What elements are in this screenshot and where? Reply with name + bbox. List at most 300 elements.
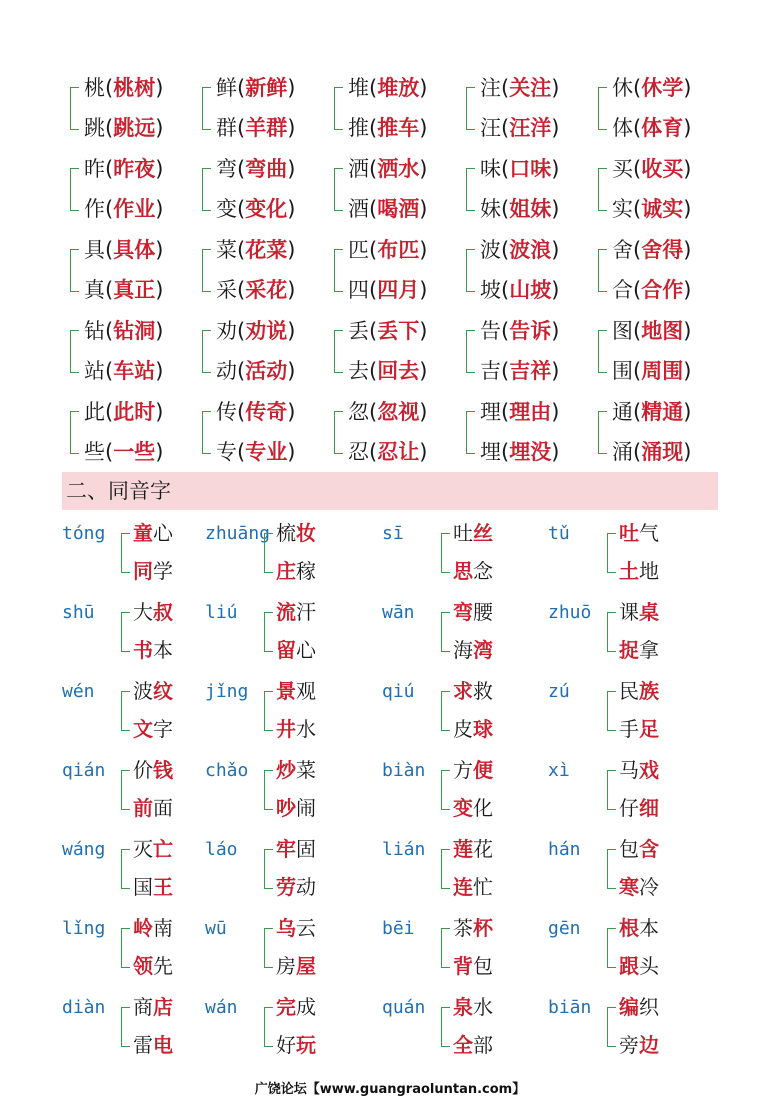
character: 妹: [480, 197, 501, 221]
paren-close: ): [419, 238, 428, 262]
paren-close: ): [419, 359, 428, 383]
companion-character: 学: [153, 559, 173, 583]
bracket-connector: [466, 249, 475, 292]
paren-close: ): [287, 359, 296, 383]
paren-close: ): [551, 440, 560, 464]
example-word: 诚实: [641, 197, 684, 221]
target-character: 屋: [296, 954, 316, 978]
paren-open: (: [105, 76, 114, 100]
example-word: 桃树: [113, 76, 156, 100]
companion-character: 民: [619, 679, 639, 703]
char-entry: [84, 75, 163, 101]
char-entry: [612, 156, 691, 182]
homophone-group: [205, 828, 370, 907]
target-character: 完: [276, 995, 296, 1019]
example-word: 合作: [641, 278, 684, 302]
target-character: 泉: [453, 995, 473, 1019]
bracket-connector: [334, 249, 343, 292]
homophone-group: [382, 828, 547, 907]
bracket-connector: [441, 849, 450, 889]
homophone-word: [619, 638, 659, 662]
char-entry: [348, 156, 427, 182]
target-character: 流: [276, 600, 296, 624]
target-character: 乌: [276, 916, 296, 940]
char-entry: [84, 277, 163, 303]
bracket-connector: [466, 168, 475, 211]
char-pair: [202, 147, 334, 229]
char-pair: [202, 309, 334, 391]
example-word: 理由: [509, 400, 552, 424]
target-character: 湾: [473, 638, 493, 662]
target-character: 细: [639, 796, 659, 820]
homophone-group: [205, 907, 370, 986]
paren-open: (: [237, 359, 246, 383]
homophone-word: [133, 1033, 173, 1057]
homophone-group: [382, 670, 547, 749]
paren-open: (: [237, 440, 246, 464]
companion-character: 灭: [133, 837, 153, 861]
homophone-word: [619, 796, 659, 820]
pinyin-label: zhuō: [548, 602, 592, 623]
companion-character: 菜: [296, 758, 316, 782]
char-entry: [612, 75, 691, 101]
paren-close: ): [551, 278, 560, 302]
pinyin-label: xì: [548, 760, 570, 781]
paren-close: ): [551, 76, 560, 100]
paren-close: ): [287, 116, 296, 140]
target-character: 玩: [296, 1033, 316, 1057]
example-word: 弯曲: [245, 157, 288, 181]
character: 埋: [480, 440, 501, 464]
bracket-connector: [70, 411, 79, 454]
bracket-connector: [441, 928, 450, 968]
paren-close: ): [683, 238, 692, 262]
target-character: 连: [453, 875, 473, 899]
target-character: 根: [619, 916, 639, 940]
bracket-connector: [441, 533, 450, 573]
companion-character: 海: [453, 638, 473, 662]
example-word: 四月: [377, 278, 420, 302]
paren-close: ): [419, 400, 428, 424]
homophone-word: [453, 837, 493, 861]
target-character: 井: [276, 717, 296, 741]
paren-open: (: [633, 359, 642, 383]
character: 舍: [612, 238, 633, 262]
example-word: 波浪: [509, 238, 552, 262]
paren-open: (: [105, 400, 114, 424]
pinyin-label: hán: [548, 839, 581, 860]
character: 洒: [348, 157, 369, 181]
example-word: 专业: [245, 440, 288, 464]
char-entry: [480, 115, 559, 141]
companion-character: 本: [639, 916, 659, 940]
paren-open: (: [105, 440, 114, 464]
example-word: 昨夜: [113, 157, 156, 181]
companion-character: 云: [296, 916, 316, 940]
homophone-group: [548, 591, 713, 670]
char-entry: [84, 156, 163, 182]
example-word: 汪洋: [509, 116, 552, 140]
companion-character: 闹: [296, 796, 316, 820]
companion-character: 心: [153, 521, 173, 545]
homophone-word: [133, 796, 173, 820]
target-character: 同: [133, 559, 153, 583]
target-character: 电: [153, 1033, 173, 1057]
homophone-word: [133, 875, 173, 899]
character: 忍: [348, 440, 369, 464]
character: 酒: [348, 197, 369, 221]
target-character: 思: [453, 559, 473, 583]
paren-open: (: [237, 319, 246, 343]
bracket-connector: [121, 612, 130, 652]
bracket-connector: [264, 1007, 273, 1047]
bracket-connector: [121, 533, 130, 573]
example-word: 关注: [509, 76, 552, 100]
target-character: 背: [453, 954, 473, 978]
char-pair: [598, 228, 730, 310]
bracket-connector: [598, 411, 607, 454]
target-character: 含: [639, 837, 659, 861]
paren-open: (: [369, 400, 378, 424]
char-entry: [216, 237, 295, 263]
companion-character: 拿: [639, 638, 659, 662]
paren-open: (: [105, 278, 114, 302]
target-character: 球: [473, 717, 493, 741]
companion-character: 价: [133, 758, 153, 782]
bracket-connector: [466, 411, 475, 454]
homophone-word: [619, 995, 659, 1019]
homophone-word: [619, 758, 659, 782]
character: 专: [216, 440, 237, 464]
companion-character: 本: [153, 638, 173, 662]
char-entry: [348, 358, 427, 384]
homophone-group: [548, 907, 713, 986]
character: 买: [612, 157, 633, 181]
homophone-word: [619, 916, 659, 940]
paren-open: (: [501, 197, 510, 221]
pinyin-label: zú: [548, 681, 570, 702]
char-entry: [216, 196, 295, 222]
paren-close: ): [287, 440, 296, 464]
character: 劝: [216, 319, 237, 343]
homophone-word: [619, 875, 659, 899]
companion-character: 稼: [296, 559, 316, 583]
companion-character: 心: [296, 638, 316, 662]
companion-character: 水: [473, 995, 493, 1019]
example-word: 作业: [113, 197, 156, 221]
homophone-group: [382, 986, 547, 1065]
bracket-connector: [607, 770, 616, 810]
pinyin-label: lián: [382, 839, 426, 860]
paren-close: ): [287, 238, 296, 262]
character: 汪: [480, 116, 501, 140]
section-header-bar: [62, 472, 718, 510]
paren-close: ): [551, 359, 560, 383]
char-entry: [348, 75, 427, 101]
bracket-connector: [598, 249, 607, 292]
paren-close: ): [287, 197, 296, 221]
char-entry: [480, 237, 559, 263]
pinyin-label: wén: [62, 681, 95, 702]
paren-open: (: [369, 238, 378, 262]
example-word: 布匹: [377, 238, 420, 262]
char-pair: [202, 390, 334, 472]
bracket-connector: [334, 168, 343, 211]
paren-open: (: [105, 359, 114, 383]
paren-open: (: [105, 238, 114, 262]
char-pair: [466, 309, 598, 391]
character: 群: [216, 116, 237, 140]
companion-character: 包: [473, 954, 493, 978]
homophone-word: [453, 717, 493, 741]
bracket-connector: [202, 330, 211, 373]
paren-open: (: [369, 440, 378, 464]
homophone-word: [133, 916, 173, 940]
character: 真: [84, 278, 105, 302]
char-entry: [216, 75, 295, 101]
companion-character: 观: [296, 679, 316, 703]
character: 忽: [348, 400, 369, 424]
homophone-group: [548, 512, 713, 591]
example-word: 体育: [641, 116, 684, 140]
paren-close: ): [683, 319, 692, 343]
target-character: 钱: [153, 758, 173, 782]
char-pair: [202, 66, 334, 148]
pinyin-label: biàn: [382, 760, 426, 781]
homophone-word: [453, 521, 493, 545]
character: 注: [480, 76, 501, 100]
homophone-word: [453, 796, 493, 820]
char-entry: [348, 115, 427, 141]
homophone-word: [453, 679, 493, 703]
char-entry: [612, 277, 691, 303]
companion-character: 好: [276, 1033, 296, 1057]
paren-close: ): [155, 116, 164, 140]
paren-open: (: [501, 278, 510, 302]
example-word: 跳远: [113, 116, 156, 140]
target-character: 吐: [619, 521, 639, 545]
example-word: 口味: [509, 157, 552, 181]
char-entry: [480, 75, 559, 101]
character: 桃: [84, 76, 105, 100]
paren-open: (: [369, 197, 378, 221]
char-entry: [84, 196, 163, 222]
companion-character: 雷: [133, 1033, 153, 1057]
target-character: 妆: [296, 521, 316, 545]
example-word: 采花: [245, 278, 288, 302]
example-word: 变化: [245, 197, 288, 221]
homophone-group: [205, 749, 370, 828]
homophone-word: [276, 559, 316, 583]
pinyin-label: wū: [205, 918, 227, 939]
char-pair: [70, 309, 202, 391]
paren-close: ): [683, 76, 692, 100]
companion-character: 先: [153, 954, 173, 978]
paren-open: (: [501, 116, 510, 140]
char-pair: [598, 309, 730, 391]
paren-open: (: [633, 76, 642, 100]
companion-character: 马: [619, 758, 639, 782]
companion-character: 茶: [453, 916, 473, 940]
pinyin-label: tóng: [62, 523, 106, 544]
companion-character: 面: [153, 796, 173, 820]
target-character: 桌: [639, 600, 659, 624]
char-pair: [334, 390, 466, 472]
target-character: 叔: [153, 600, 173, 624]
homophone-word: [276, 600, 316, 624]
character: 味: [480, 157, 501, 181]
paren-open: (: [501, 319, 510, 343]
homophone-group: [62, 749, 227, 828]
bracket-connector: [202, 87, 211, 130]
character: 钻: [84, 319, 105, 343]
paren-open: (: [501, 359, 510, 383]
character: 图: [612, 319, 633, 343]
bracket-connector: [264, 928, 273, 968]
char-entry: [480, 318, 559, 344]
char-entry: [348, 237, 427, 263]
char-pair: [202, 228, 334, 310]
example-word: 此时: [113, 400, 156, 424]
homophone-word: [133, 638, 173, 662]
target-character: 编: [619, 995, 639, 1019]
companion-character: 头: [639, 954, 659, 978]
bracket-connector: [607, 533, 616, 573]
bracket-connector: [70, 330, 79, 373]
bracket-connector: [264, 849, 273, 889]
paren-close: ): [683, 440, 692, 464]
char-entry: [216, 399, 295, 425]
character: 弯: [216, 157, 237, 181]
paren-close: ): [287, 278, 296, 302]
target-character: 弯: [453, 600, 473, 624]
paren-close: ): [551, 116, 560, 140]
paren-close: ): [155, 440, 164, 464]
companion-character: 成: [296, 995, 316, 1019]
pinyin-label: láo: [205, 839, 238, 860]
char-pair: [70, 66, 202, 148]
bracket-connector: [264, 691, 273, 731]
example-word: 告诉: [509, 319, 552, 343]
homophone-word: [619, 837, 659, 861]
homophone-word: [619, 559, 659, 583]
bracket-connector: [121, 691, 130, 731]
example-word: 花菜: [245, 238, 288, 262]
example-word: 忍让: [377, 440, 420, 464]
paren-open: (: [237, 238, 246, 262]
paren-close: ): [155, 238, 164, 262]
bracket-connector: [202, 411, 211, 454]
homophone-word: [276, 954, 316, 978]
pinyin-label: wān: [382, 602, 415, 623]
paren-open: (: [105, 157, 114, 181]
companion-character: 织: [639, 995, 659, 1019]
companion-character: 南: [153, 916, 173, 940]
example-word: 喝酒: [377, 197, 420, 221]
homophone-group: [62, 986, 227, 1065]
pinyin-label: liú: [205, 602, 238, 623]
homophone-word: [133, 679, 173, 703]
companion-character: 忙: [473, 875, 493, 899]
paren-open: (: [237, 116, 246, 140]
homophone-group: [382, 512, 547, 591]
bracket-connector: [121, 928, 130, 968]
target-character: 捉: [619, 638, 639, 662]
example-word: 精通: [641, 400, 684, 424]
homophone-word: [453, 875, 493, 899]
character: 鲜: [216, 76, 237, 100]
character: 合: [612, 278, 633, 302]
char-pair: [70, 147, 202, 229]
character: 此: [84, 400, 105, 424]
footer-text: 广饶论坛【www.guangraoluntan.com】: [254, 1082, 526, 1097]
target-character: 丝: [473, 521, 493, 545]
target-character: 求: [453, 679, 473, 703]
target-character: 炒: [276, 758, 296, 782]
example-word: 埋没: [509, 440, 552, 464]
paren-open: (: [501, 157, 510, 181]
paren-open: (: [237, 197, 246, 221]
paren-close: ): [419, 319, 428, 343]
paren-close: ): [419, 278, 428, 302]
companion-character: 课: [619, 600, 639, 624]
target-character: 边: [639, 1033, 659, 1057]
bracket-connector: [334, 87, 343, 130]
homophone-word: [453, 995, 493, 1019]
paren-open: (: [633, 319, 642, 343]
bracket-connector: [264, 770, 273, 810]
char-entry: [84, 237, 163, 263]
bracket-connector: [202, 168, 211, 211]
target-character: 王: [153, 875, 173, 899]
companion-character: 地: [639, 559, 659, 583]
companion-character: 梳: [276, 521, 296, 545]
example-word: 休学: [641, 76, 684, 100]
char-entry: [480, 439, 559, 465]
homophone-word: [133, 600, 173, 624]
target-character: 前: [133, 796, 153, 820]
paren-open: (: [369, 76, 378, 100]
example-word: 真正: [113, 278, 156, 302]
char-pair: [466, 390, 598, 472]
homophone-word: [133, 717, 173, 741]
paren-close: ): [155, 278, 164, 302]
bracket-connector: [441, 1007, 450, 1047]
homophone-word: [133, 837, 173, 861]
paren-close: ): [551, 238, 560, 262]
character: 丢: [348, 319, 369, 343]
char-entry: [612, 196, 691, 222]
char-entry: [216, 358, 295, 384]
example-word: 推车: [377, 116, 420, 140]
character: 休: [612, 76, 633, 100]
homophone-group: [382, 907, 547, 986]
paren-close: ): [155, 319, 164, 343]
character: 站: [84, 359, 105, 383]
example-word: 羊群: [245, 116, 288, 140]
target-character: 便: [473, 758, 493, 782]
char-entry: [216, 318, 295, 344]
char-pair: [334, 228, 466, 310]
char-entry: [612, 399, 691, 425]
char-entry: [348, 399, 427, 425]
target-character: 店: [153, 995, 173, 1019]
char-pair: [598, 66, 730, 148]
character: 传: [216, 400, 237, 424]
example-word: 周围: [641, 359, 684, 383]
companion-character: 波: [133, 679, 153, 703]
pinyin-label: qián: [62, 760, 106, 781]
